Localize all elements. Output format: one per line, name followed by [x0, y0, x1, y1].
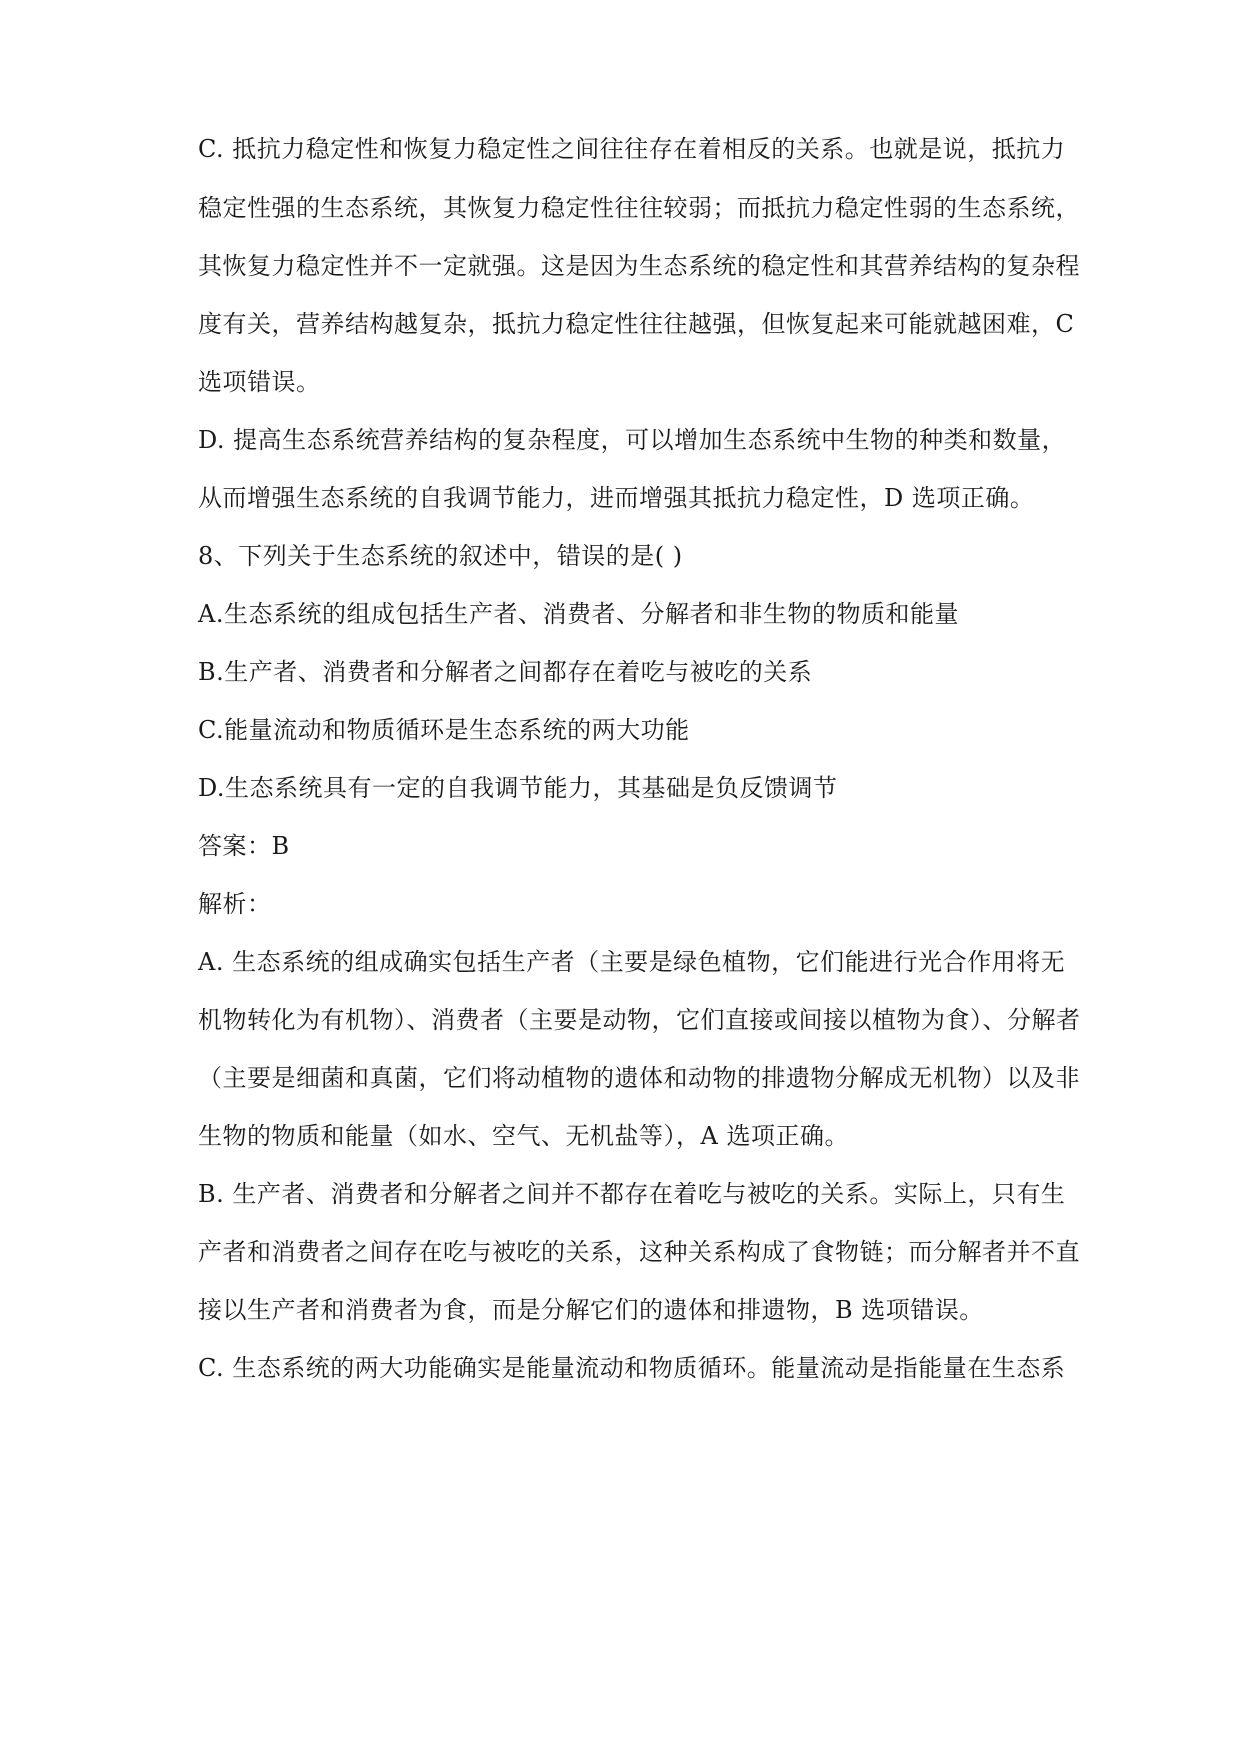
answer: 答案：B: [198, 832, 290, 860]
text-line: B. 生产者、消费者和分解者之间并不都存在着吃与被吃的关系。实际上，只有生: [198, 1180, 1066, 1208]
question-stem: 8、下列关于生态系统的叙述中，错误的是( ): [198, 542, 683, 570]
text-line: 产者和消费者之间存在吃与被吃的关系，这种关系构成了食物链；而分解者并不直: [198, 1238, 1080, 1266]
text-line: （主要是细菌和真菌，它们将动植物的遗体和动物的排遗物分解成无机物）以及非: [198, 1064, 1080, 1092]
text-line: 生物的物质和能量（如水、空气、无机盐等），A 选项正确。: [198, 1122, 849, 1150]
text-line: 机物转化为有机物）、消费者（主要是动物，它们直接或间接以植物为食）、分解者: [198, 1006, 1081, 1034]
text-line: D. 提高生态系统营养结构的复杂程度，可以增加生态系统中生物的种类和数量，: [198, 426, 1067, 454]
text-line: 稳定性强的生态系统，其恢复力稳定性往往较弱；而抵抗力稳定性弱的生态系统，: [198, 194, 1080, 222]
text-line: 接以生产者和消费者为食，而是分解它们的遗体和排遗物，B 选项错误。: [198, 1296, 984, 1324]
text-line: C. 抵抗力稳定性和恢复力稳定性之间往往存在着相反的关系。也就是说，抵抗力: [198, 135, 1066, 163]
text-line: 其恢复力稳定性并不一定就强。这是因为生态系统的稳定性和其营养结构的复杂程: [198, 252, 1080, 280]
text-line: 从而增强生态系统的自我调节能力，进而增强其抵抗力稳定性，D 选项正确。: [198, 484, 1035, 512]
text-line: A. 生态系统的组成确实包括生产者（主要是绿色植物，它们能进行光合作用将无: [198, 948, 1066, 976]
option-a: A.生态系统的组成包括生产者、消费者、分解者和非生物的物质和能量: [198, 600, 959, 628]
text-line: 选项错误。: [198, 368, 321, 396]
option-d: D.生态系统具有一定的自我调节能力，其基础是负反馈调节: [198, 774, 838, 802]
option-b: B.生产者、消费者和分解者之间都存在着吃与被吃的关系: [198, 658, 813, 686]
option-c: C.能量流动和物质循环是生态系统的两大功能: [198, 716, 690, 744]
text-line: 度有关，营养结构越复杂，抵抗力稳定性往往越强，但恢复起来可能就越困难，C: [198, 310, 1075, 338]
analysis-label: 解析：: [198, 890, 272, 918]
text-line: C. 生态系统的两大功能确实是能量流动和物质循环。能量流动是指能量在生态系: [198, 1354, 1066, 1382]
